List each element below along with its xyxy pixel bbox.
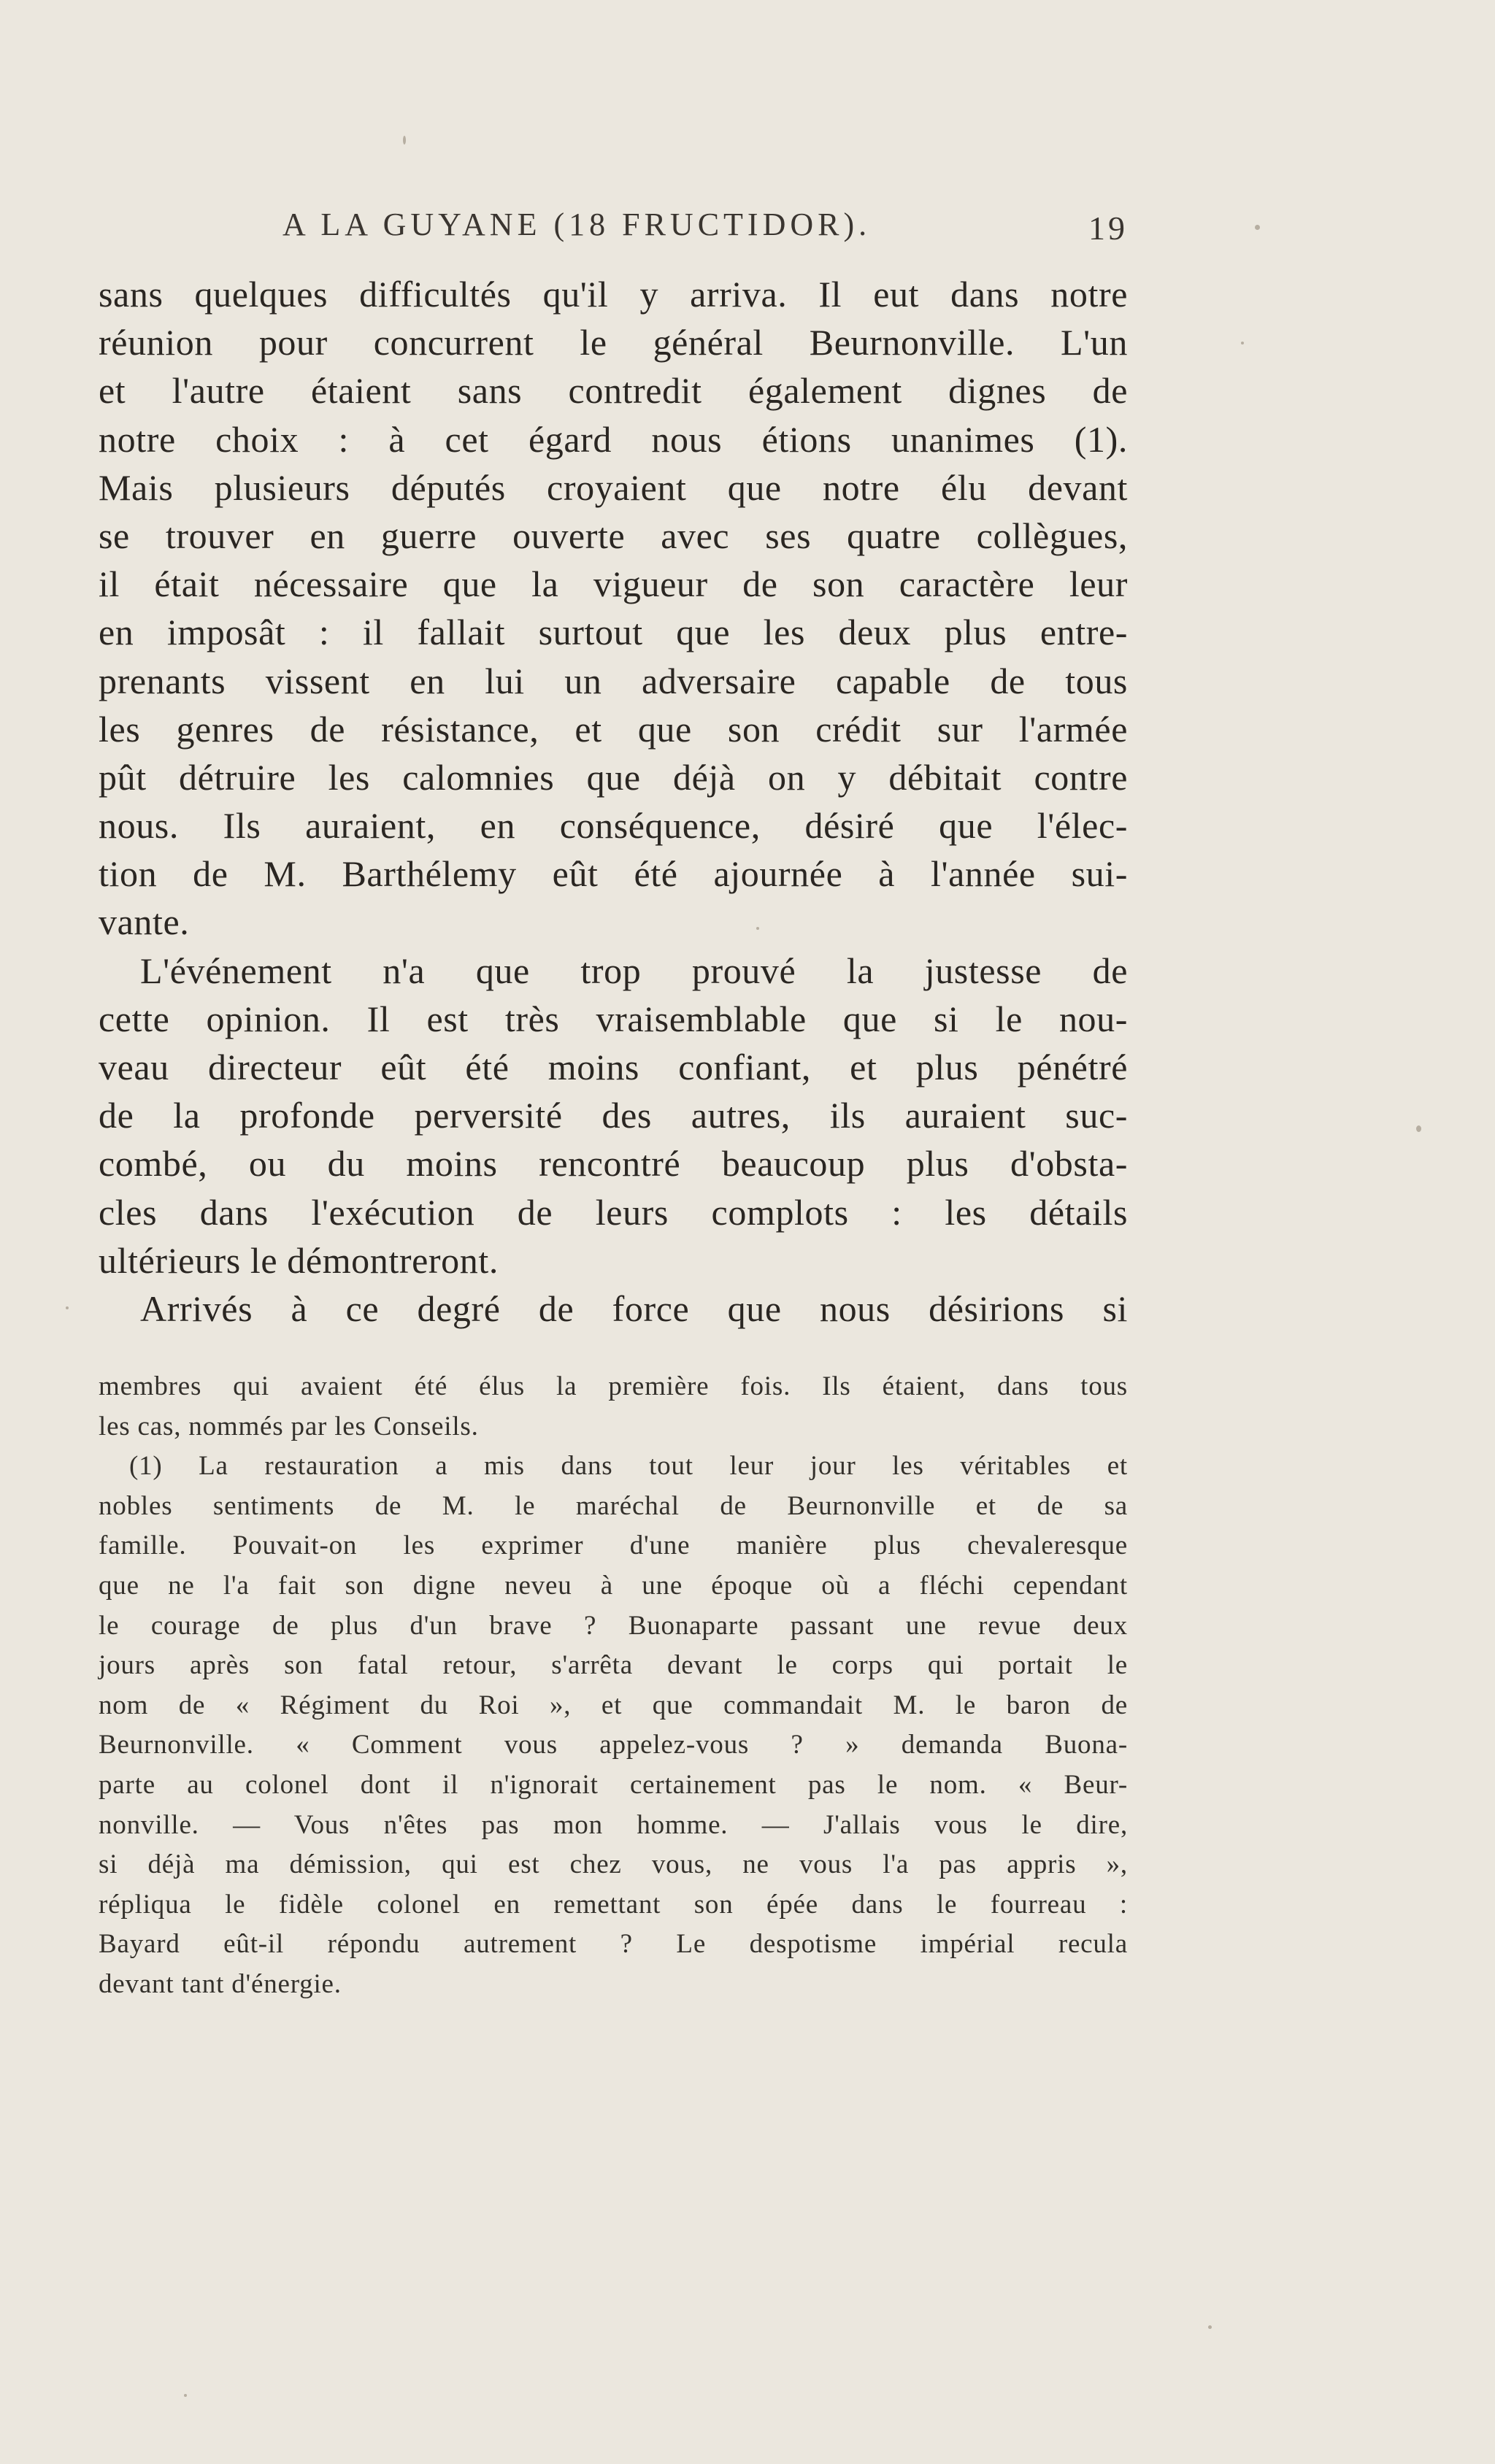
footnote-line: (1) La restauration a mis dans tout leur jour les véritables et <box>129 1451 1128 1482</box>
paper-speck <box>1416 1125 1421 1132</box>
footnote-line: nonville. — Vous n'êtes pas mon homme. — J'allais vous le dire, <box>99 1809 1128 1840</box>
footnote-line: que ne l'a fait son digne neveu à une époque où a fléchi cependant <box>99 1570 1128 1601</box>
footnote-line: répliqua le fidèle colonel en remettant son épée dans le fourreau : <box>99 1889 1128 1920</box>
footnote-line: les cas, nommés par les Conseils. <box>99 1411 479 1441</box>
footnote-line: Beurnonville. « Comment vous appelez-vous ? » demanda Buona- <box>99 1730 1128 1760</box>
footnote-line: nom de « Régiment du Roi », et que commandait M. le baron de <box>99 1690 1128 1720</box>
body-line: sans quelques difficultés qu'il y arriva. Il eut dans notre <box>99 274 1128 315</box>
body-line: ultérieurs le démontreront. <box>99 1239 499 1281</box>
footnote-line: famille. Pouvait-on les exprimer d'une manière plus chevaleresque <box>99 1531 1128 1561</box>
body-line: pût détruire les calomnies que déjà on y débitait contre <box>99 756 1128 798</box>
body-line: nous. Ils auraient, en conséquence, désiré que l'élec- <box>99 805 1128 847</box>
body-line: Mais plusieurs députés croyaient que notre élu devant <box>99 466 1128 508</box>
footnote-line: parte au colonel dont il n'ignorait certainement pas le nom. « Beur- <box>99 1769 1128 1800</box>
main-text <box>99 270 1128 1333</box>
footnote-line: devant tant d'énergie. <box>99 1968 342 1999</box>
body-line: il était nécessaire que la vigueur de son caractère leur <box>99 563 1128 605</box>
footnote-line: jours après son fatal retour, s'arrêta devant le corps qui portait le <box>99 1650 1128 1681</box>
running-head <box>99 206 1128 250</box>
body-line: notre choix : à cet égard nous étions unanimes (1). <box>99 418 1128 460</box>
paper-speck <box>1241 342 1244 344</box>
body-line: tion de M. Barthélemy eût été ajournée à l'année sui- <box>99 853 1128 895</box>
body-line: vante. <box>99 901 190 943</box>
footnote-line: membres qui avaient été élus la première fois. Ils étaient, dans tous <box>99 1371 1128 1401</box>
body-line: L'événement n'a que trop prouvé la justesse de <box>140 950 1128 991</box>
paper-speck <box>756 927 759 930</box>
paper-speck <box>1255 225 1260 230</box>
running-title: A LA GUYANE (18 FRUCTIDOR). <box>283 207 872 242</box>
footnote-line: nobles sentiments de M. le maréchal de Beurnonville et de sa <box>99 1490 1128 1521</box>
body-line: cles dans l'exécution de leurs complots : les détails <box>99 1191 1128 1233</box>
footnotes <box>99 1367 1128 2005</box>
paper-speck <box>184 2394 187 2397</box>
footnote-line: Bayard eût-il répondu autrement ? Le despotisme impérial recula <box>99 1929 1128 1960</box>
body-line: de la profonde perversité des autres, ils auraient suc- <box>99 1095 1128 1136</box>
page-number: 19 <box>1088 209 1128 247</box>
footnote-line: si déjà ma démission, qui est chez vous, ne vous l'a pas appris », <box>99 1849 1128 1880</box>
paper-speck <box>66 1306 69 1309</box>
body-line: Arrivés à ce degré de force que nous désirions si <box>140 1287 1128 1329</box>
body-line: en imposât : il fallait surtout que les deux plus entre- <box>99 612 1128 653</box>
body-line: veau directeur eût été moins confiant, et plus pénétré <box>99 1047 1128 1087</box>
body-line: les genres de résistance, et que son crédit sur l'armée <box>99 708 1128 750</box>
footnote-line: le courage de plus d'un brave ? Buonaparte passant une revue deux <box>99 1610 1128 1641</box>
body-line: réunion pour concurrent le général Beurnonville. L'un <box>99 322 1128 363</box>
body-line: cette opinion. Il est très vraisemblable que si le nou- <box>99 998 1128 1039</box>
paper-speck <box>1208 2325 1212 2329</box>
paper-speck <box>403 136 406 145</box>
body-line: combé, ou du moins rencontré beaucoup plus d'obsta- <box>99 1143 1128 1185</box>
body-line: et l'autre étaient sans contredit également dignes de <box>99 370 1128 412</box>
body-line: prenants vissent en lui un adversaire capable de tous <box>99 660 1128 701</box>
body-line: se trouver en guerre ouverte avec ses quatre collègues, <box>99 515 1128 556</box>
